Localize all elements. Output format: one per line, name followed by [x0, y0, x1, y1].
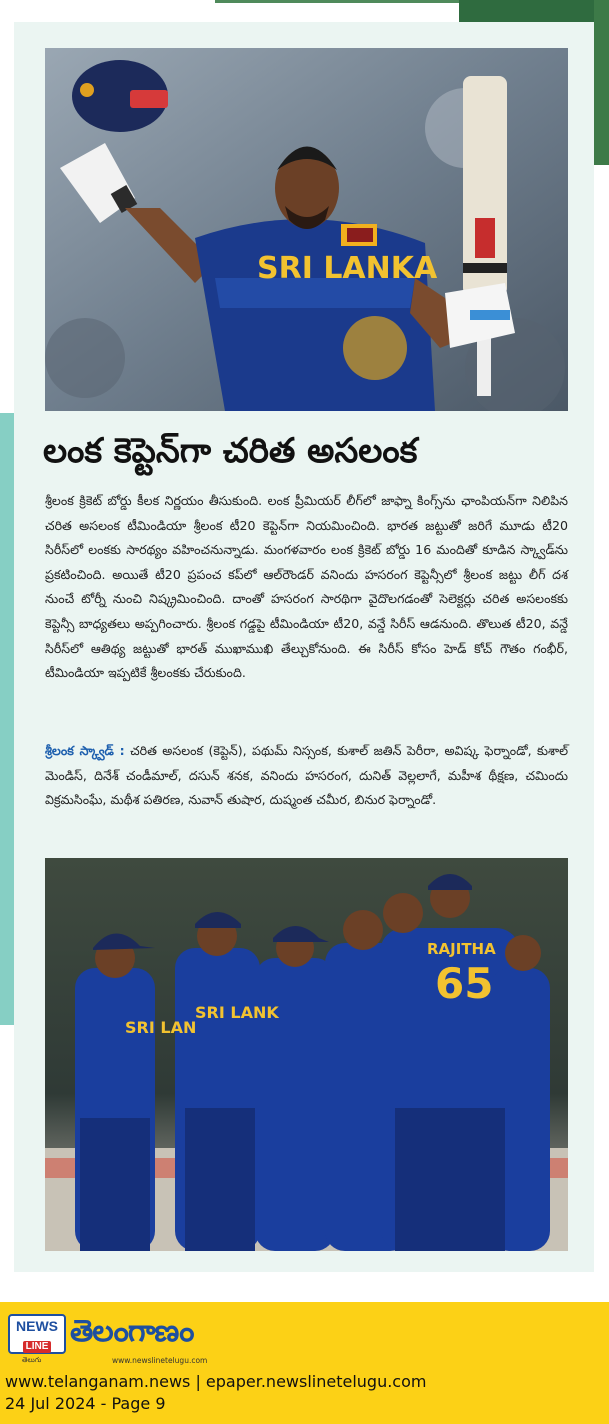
- captain-photo: [45, 48, 568, 411]
- headline: లంక కెప్టెన్‌గా చరిత అసలంక: [43, 431, 418, 471]
- footer-date-page: 24 Jul 2024 - Page 9: [5, 1394, 166, 1413]
- logo-url: www.newslinetelugu.com: [112, 1356, 208, 1365]
- newsline-logo-sub: తెలుగు: [22, 1356, 42, 1364]
- footer: [0, 1302, 609, 1424]
- jersey-number: 65: [435, 959, 494, 1008]
- telanganam-logo: తెలంగాణం: [70, 1314, 194, 1349]
- svg-text:SRI LAN: SRI LAN: [125, 1018, 197, 1037]
- svg-text:SRI LANK: SRI LANK: [195, 1003, 279, 1022]
- decorative-right-bar: [594, 0, 609, 165]
- jersey-name: RAJITHA: [427, 940, 496, 958]
- newsline-logo-top: NEWS: [16, 1318, 58, 1334]
- squad-paragraph: [45, 739, 568, 813]
- newsline-logo-bottom: LINE: [23, 1341, 52, 1353]
- decorative-top-block: [459, 0, 600, 22]
- squad-label: శ్రీలంక స్క్వాడ్ :: [45, 743, 125, 758]
- footer-sites: www.telanganam.news | epaper.newslinetelugu.com: [5, 1372, 427, 1391]
- team-photo: [45, 858, 568, 1251]
- squad-list: చరిత అసలంక (కెప్టెన్), పథుమ్ నిస్సంక, కుశాల్ జతిన్ పెరీరా, అవిష్క ఫెర్నాండో, కుశాల్ మెండిస్, దినేశ్ చండీమాల్, దసున్ శనక, వనిందు హసరంగ, దునిత్ వెల్లలాగే, మహీశ థీక్షణ, చమిందు విక్రమసింఘే, మథీశ పతిరణ, నువాన్ తుషార, దుష్మంత చమీర, బినుర ఫెర్నాండో.: [45, 743, 568, 808]
- article-body: శ్రీలంక క్రికెట్ బోర్డు కీలక నిర్ణయం తీసుకుంది. లంక ప్రీమియర్ లీగ్‌లో జాఫ్నా కింగ్స్‌ను ఛాంపియన్‌గా నిలిపిన చరిత అసలంక టీమిండియా శ్రీలంక టీ20 కెప్టెన్‌గా నియమించింది. భారత జట్టుతో జరిగే మూడు టీ20 సిరీస్‌లో లంకకు సారథ్యం వహించనున్నాడు. మంగళవారం లంక క్రికెట్ బోర్డు 16 మందితో కూడిన స్క్వాడ్‌ను ప్రకటించింది. అయితే టీ20 ప్రపంచ కప్‌లో ఆల్‌రౌండర్ వనిందు హసరంగ కెప్టెన్సీలో శ్రీలంక జట్టు లీగ్ దశ నుంచే టోర్నీ నుంచి నిష్క్రమించింది. దాంతో హసరంగ సారథిగా వైదొలగడంతో సెలెక్టర్లు చరిత అసలంకకు కెప్టెన్సీ బాధ్యతలు అప్పగించారు. శ్రీలంక గడ్డపై టీమిండియా టీ20, వన్డే సిరీస్ ఆడనుంది. తొలుత టీ20, వన్డే సిరీస్‌లో ఆతిథ్య జట్టుతో భారత్ ముఖాముఖి తేల్చుకోనుంది. ఈ సిరీస్ కోసం హెడ్ కోచ్ గౌతం గంభీర్, టీమిండియా ఇప్పటికే శ్రీలంకకు చేరుకుంది.: [45, 493, 568, 681]
- jersey-text: SRI LANKA: [257, 251, 438, 286]
- newsline-logo: [8, 1314, 66, 1354]
